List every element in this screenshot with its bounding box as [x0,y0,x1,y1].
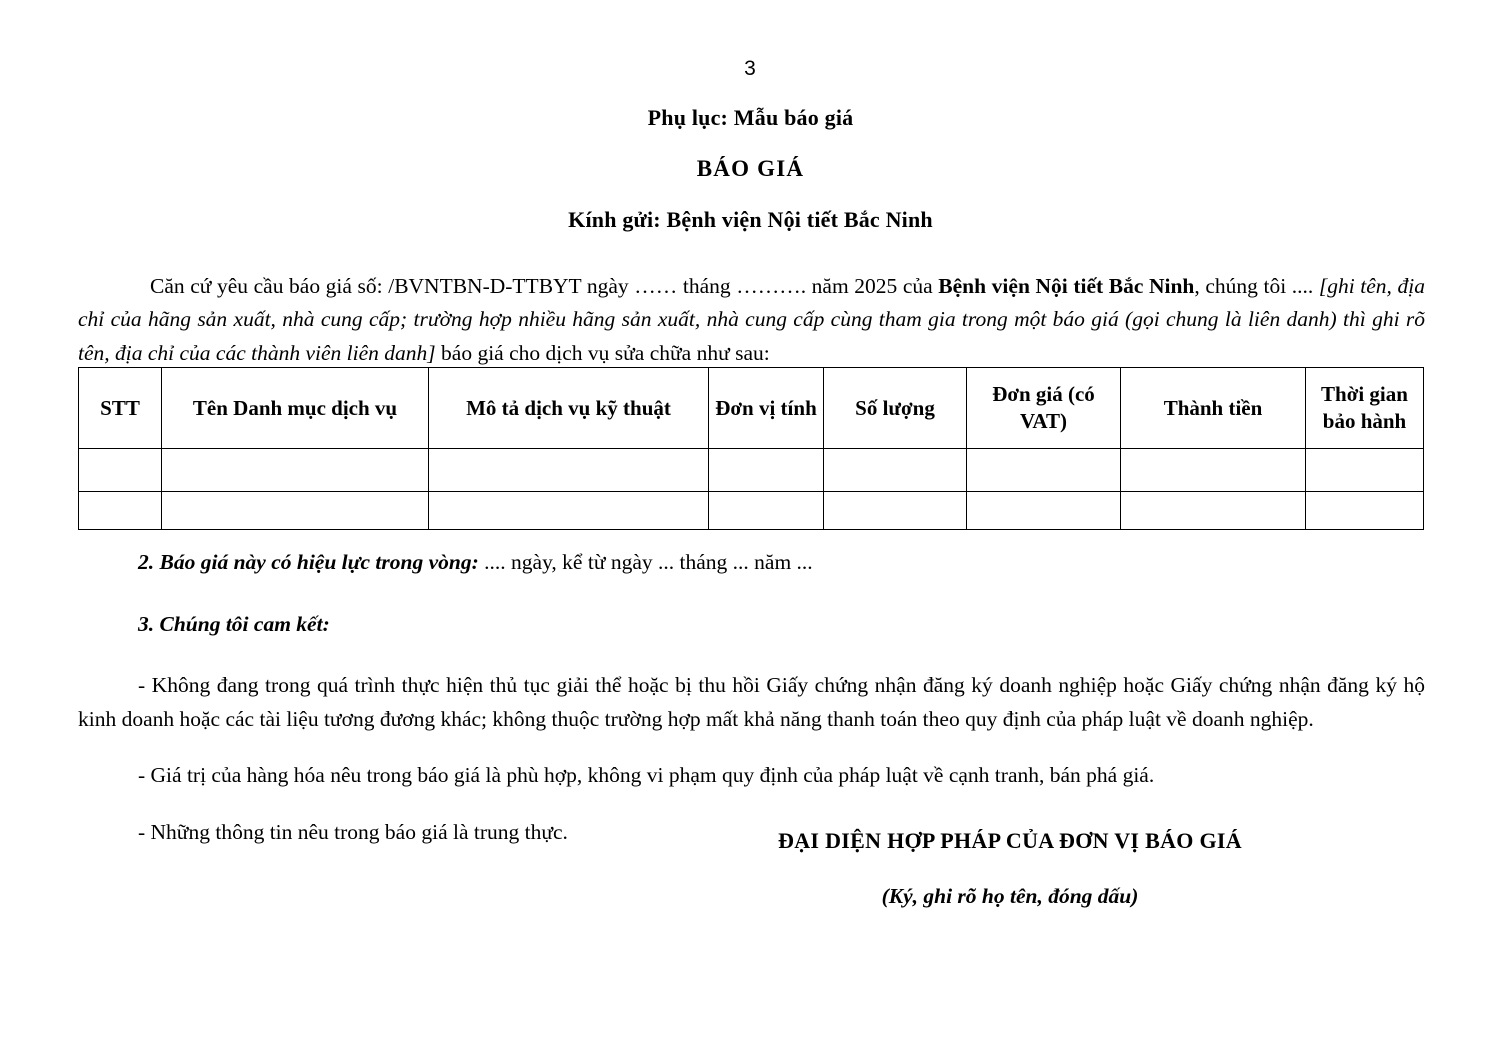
table-row [79,492,1424,530]
table-header-amount: Thành tiền [1121,368,1306,449]
table-cell-technical-description[interactable] [429,492,709,530]
table-header-unit: Đơn vị tính [709,368,824,449]
table-cell-warranty-period[interactable] [1306,449,1424,492]
commitment-item-2 [78,759,1425,793]
table-cell-quantity[interactable] [824,449,967,492]
table-cell-unit[interactable] [709,492,824,530]
table-cell-warranty-period[interactable] [1306,492,1424,530]
table-header-quantity: Số lượng [824,368,967,449]
table-cell-service-name[interactable] [162,449,429,492]
table-cell-unit[interactable] [709,449,824,492]
commitment-item-1 [78,669,1425,736]
commitment-3-text: - Những thông tin nêu trong báo giá là trung thực. [138,819,568,844]
intro-text-part2: , chúng tôi .... [1194,273,1319,298]
validity-value: .... ngày, kể từ ngày ... tháng ... năm ... [478,550,813,574]
intro-text-part1: Căn cứ yêu cầu báo giá số: /BVNTBN-D-TTBYT ngày …… tháng ………. năm 2025 của [150,273,939,298]
signature-note: (Ký, ghi rõ họ tên, đóng dấu) [881,884,1139,908]
table-cell-quantity[interactable] [824,492,967,530]
commitment-label: 3. Chúng tôi cam kết: [138,611,330,636]
document-heading-block [78,105,1423,233]
document-title: BÁO GIÁ [696,156,805,181]
table-cell-stt[interactable] [79,492,162,530]
validity-label: 2. Báo giá này có hiệu lực trong vòng: [138,550,479,574]
intro-organization-name: Bệnh viện Nội tiết Bắc Ninh [938,273,1195,298]
appendix-heading: Phụ lục: Mẫu báo giá [647,105,854,130]
intro-paragraph [78,270,1425,371]
table-header-service-name: Tên Danh mục dịch vụ [162,368,429,449]
table-row [79,449,1424,492]
table-header-technical-description: Mô tả dịch vụ kỹ thuật [429,368,709,449]
intro-bracket-instruction: [ghi tên, địa chỉ của hãng sản xuất, nhà cung cấp; trường hợp nhiều hãng sản xuất, nhà cung cấp cùng tham gia trong một báo giá (gọi chung là liên danh) thì ghi rõ tên, địa chỉ của các thành viên liên danh] [78,273,1425,365]
commitment-2-text: - Giá trị của hàng hóa nêu trong báo giá là phù hợp, không vi phạm quy định của pháp luật về cạnh tranh, bán phá giá. [138,763,1155,788]
table-header-row [79,368,1424,449]
post-table-sections [78,546,1425,872]
table-header-stt: STT [79,368,162,449]
intro-text-part3: báo giá cho dịch vụ sửa chữa như sau: [435,340,770,365]
table-cell-service-name[interactable] [162,492,429,530]
page-number: 3 [744,57,756,80]
commitment-1-text: - Không đang trong quá trình thực hiện thủ tục giải thể hoặc bị thu hồi Giấy chứng nhận đăng ký doanh nghiệp hoặc Giấy chứng nhận đăng ký hộ kinh doanh hoặc các tài liệu tương đương khác; không thuộc trường hợp mất khả năng thanh toán theo quy định của pháp luật về doanh nghiệp. [78,673,1425,731]
validity-section [78,546,1425,580]
table-cell-amount[interactable] [1121,492,1306,530]
table-cell-amount[interactable] [1121,449,1306,492]
quotation-table [78,367,1424,530]
recipient-line: Kính gửi: Bệnh viện Nội tiết Bắc Ninh [568,207,933,232]
signature-title: ĐẠI DIỆN HỢP PHÁP CỦA ĐƠN VỊ BÁO GIÁ [778,828,1242,853]
table-cell-technical-description[interactable] [429,449,709,492]
table-cell-stt[interactable] [79,449,162,492]
table-cell-unit-price[interactable] [967,492,1121,530]
signature-block [660,828,1360,909]
table-header-unit-price: Đơn giá (có VAT) [967,368,1121,449]
commitment-section-heading [78,608,1425,642]
table-cell-unit-price[interactable] [967,449,1121,492]
table-header-warranty-period: Thời gian bảo hành [1306,368,1424,449]
